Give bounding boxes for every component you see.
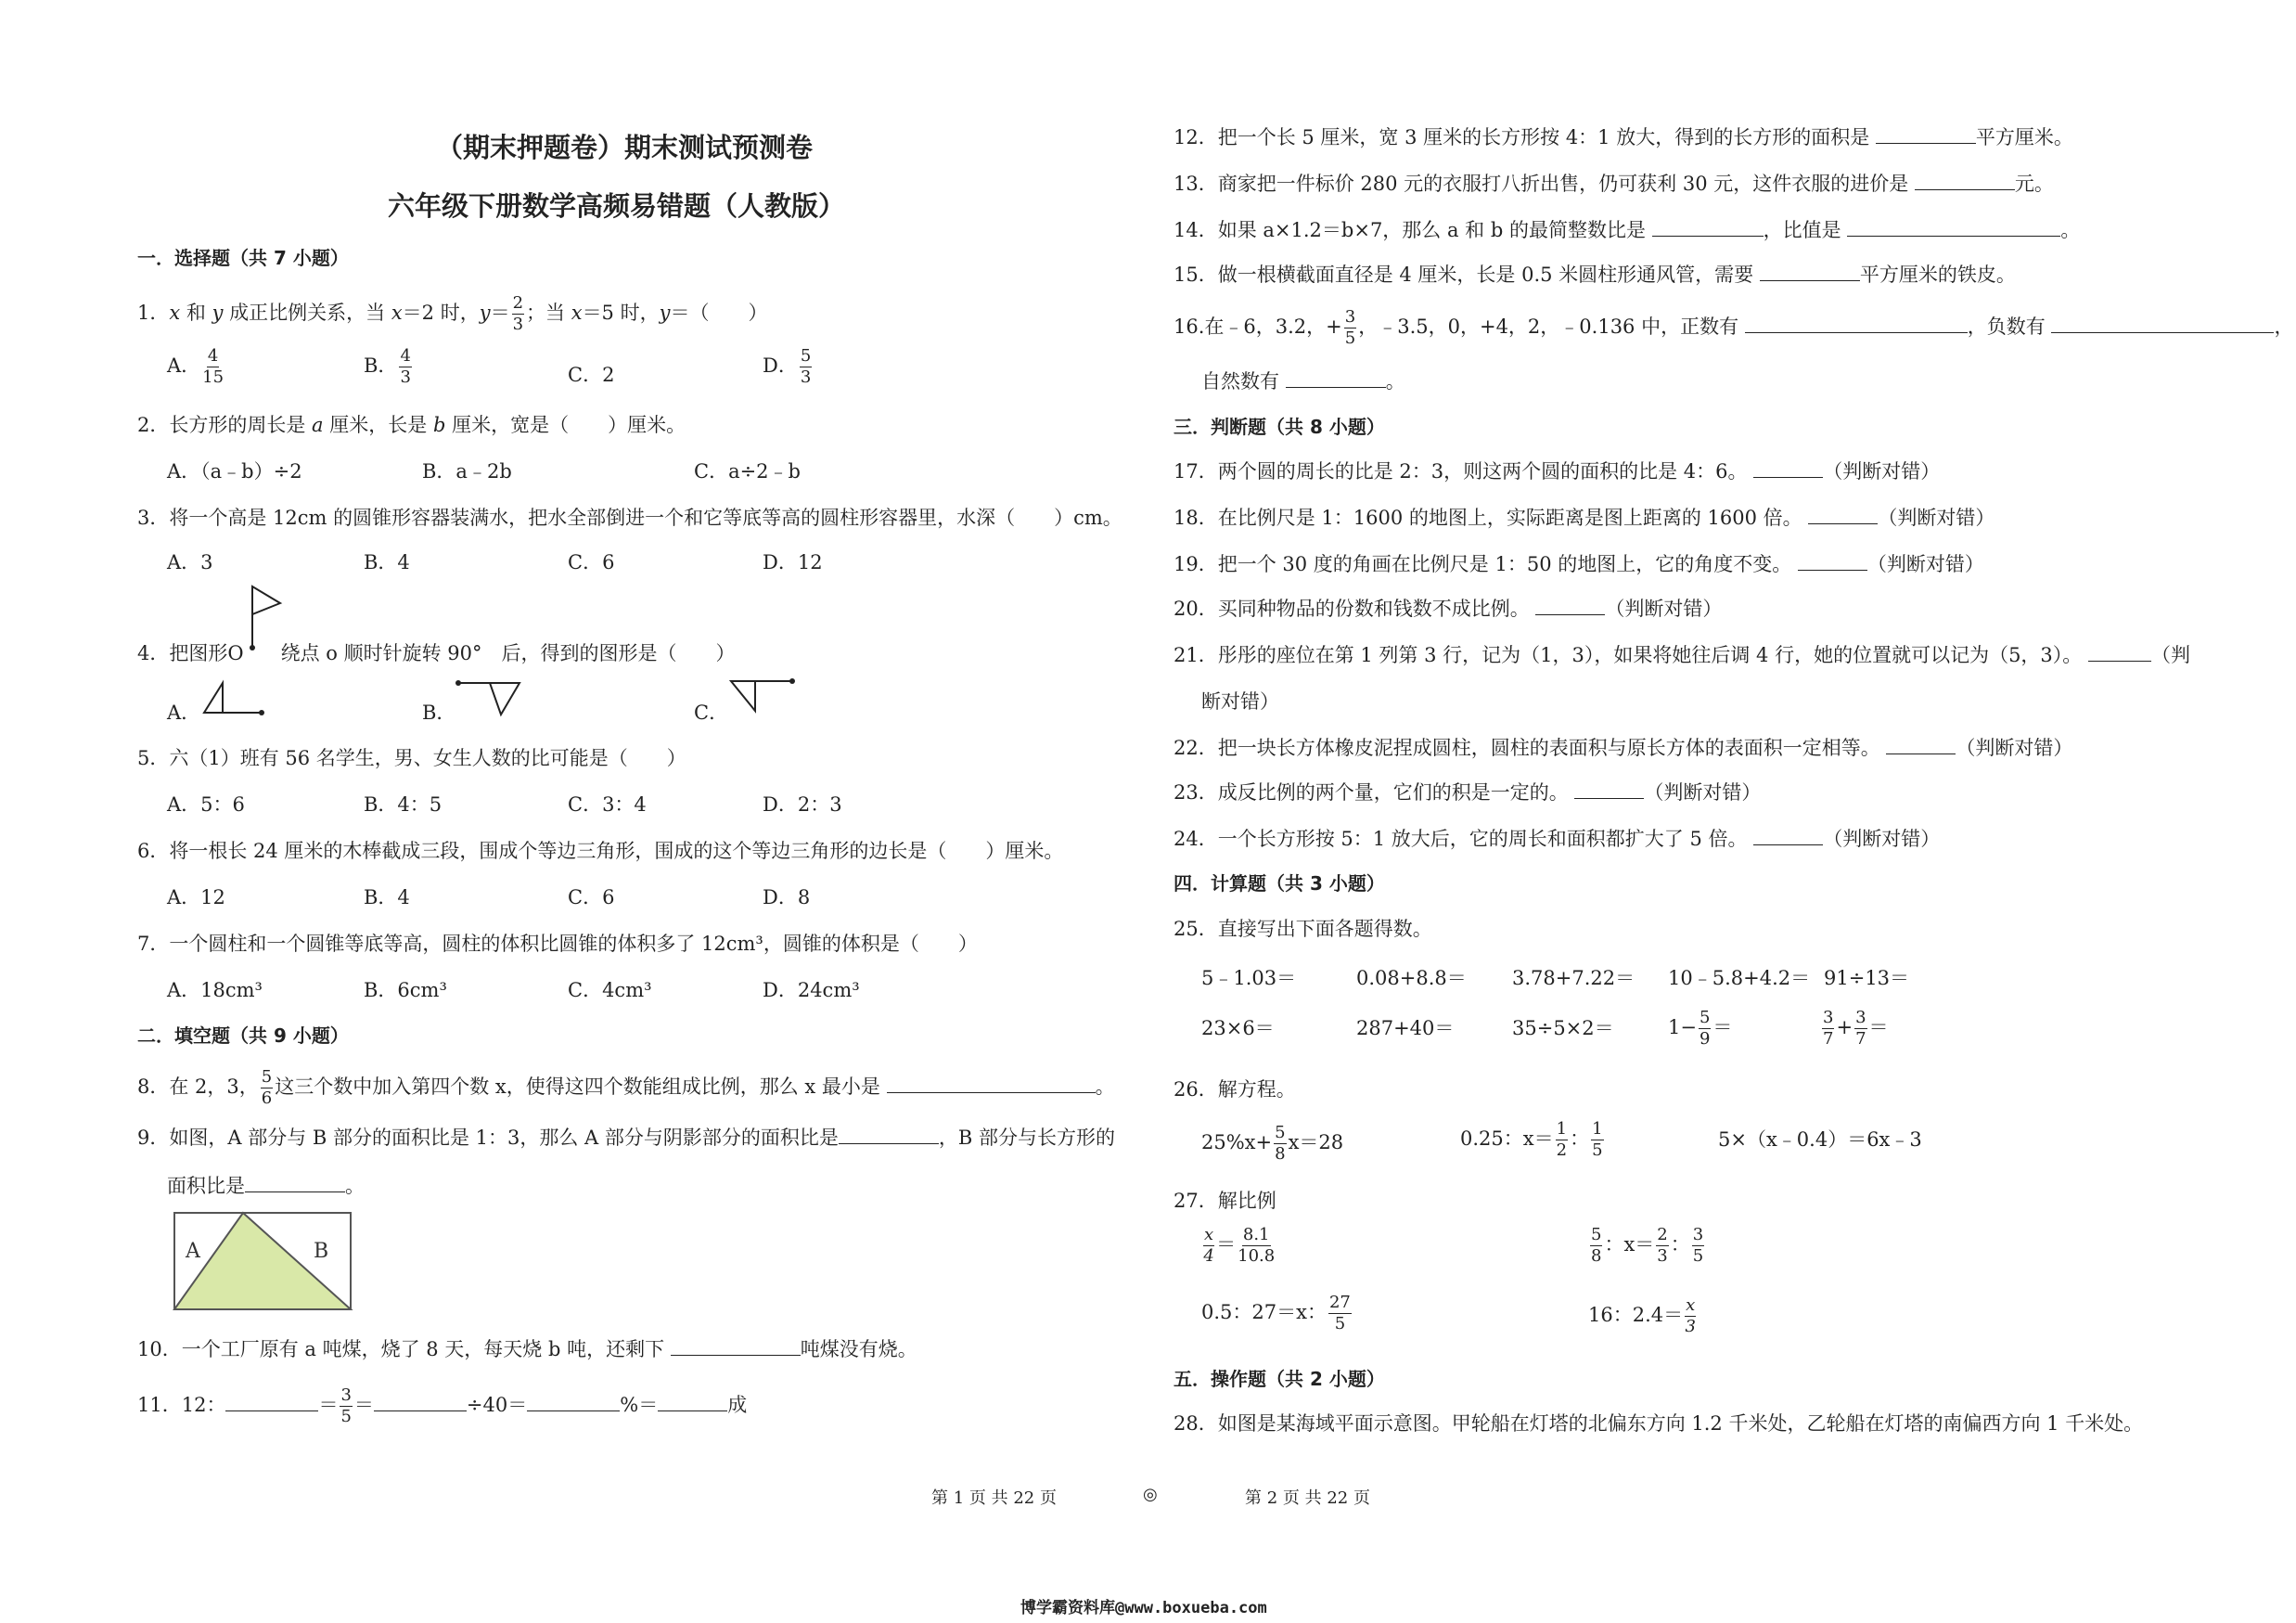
question-16-line-2 — [1201, 367, 1405, 394]
q16-text: ， — [2274, 316, 2294, 338]
expr-text: + — [1836, 1016, 1853, 1038]
q4-option-a: A． — [167, 702, 201, 724]
denominator: 5 — [1334, 1314, 1346, 1333]
q8-text: 8．在 2，3， — [137, 1076, 259, 1098]
question-15 — [1174, 260, 2016, 288]
fraction — [1238, 1227, 1275, 1265]
q26-equation-2 — [1460, 1121, 1606, 1159]
q9-answer-blank-1[interactable] — [839, 1127, 939, 1144]
expr-text: ：x＝ — [1604, 1233, 1655, 1256]
q9-text: 9．如图，A 部分与 B 部分的面积比是 1：3，那么 A 部分与阴影部分的面积比是 — [137, 1127, 839, 1149]
numerator: 27 — [1328, 1293, 1351, 1312]
fraction — [1854, 1010, 1866, 1048]
q11-fraction — [340, 1387, 352, 1425]
q23-answer-blank[interactable] — [1574, 781, 1644, 799]
q21-answer-blank[interactable] — [2088, 644, 2151, 662]
q2-option-b: B．a﹣2b — [422, 460, 512, 483]
option-label: A． — [167, 354, 201, 377]
denominator: 15 — [202, 367, 224, 387]
q9-text: 面积比是 — [167, 1175, 245, 1197]
q14-text: ，比值是 — [1763, 219, 1848, 241]
denominator: 5 — [340, 1407, 352, 1426]
q3-option-c: C．6 — [568, 551, 615, 573]
q4-option-b-figure — [453, 677, 527, 718]
section-heading-operation: 五．操作题（共 2 小题） — [1174, 1368, 1385, 1390]
section-heading-choice: 一．选择题（共 7 小题） — [137, 247, 349, 269]
question-21 — [1174, 640, 2190, 668]
denominator: 4 — [1203, 1246, 1214, 1266]
q11-answer-blank-1[interactable] — [225, 1394, 318, 1411]
denominator: 2 — [1556, 1140, 1568, 1160]
label-b: B — [314, 1240, 329, 1263]
question-17 — [1174, 457, 1940, 484]
numerator: 2 — [512, 293, 524, 313]
q2-var: b — [432, 414, 446, 436]
question-21-line-2: 断对错） — [1201, 690, 1279, 713]
denominator: 6 — [261, 1088, 273, 1108]
question-14 — [1174, 215, 2080, 243]
q11-answer-blank-3[interactable] — [527, 1394, 620, 1411]
fraction — [1328, 1295, 1352, 1333]
q14-answer-blank-2[interactable] — [1847, 219, 2060, 237]
question-19 — [1174, 549, 1984, 577]
q13-text: 元。 — [2014, 173, 2054, 195]
q2-text: 厘米，宽是（ ）厘米。 — [445, 414, 686, 436]
q7-option-c: C．4cm³ — [568, 979, 652, 1001]
option-fraction — [399, 348, 411, 386]
q8-text: 这三个数中加入第四个数 x，使得这四个数能组成比例，那么 x 最小是 — [275, 1076, 887, 1098]
numerator: 3 — [340, 1385, 352, 1405]
q19-tail: （判断对错） — [1866, 553, 1984, 575]
denominator: 9 — [1699, 1029, 1711, 1049]
title-line-2: 六年级下册数学高频易错题（人教版） — [388, 190, 846, 222]
numerator: 8.1 — [1242, 1225, 1270, 1244]
q2-option-a: A．（a﹣b）÷2 — [167, 460, 302, 483]
section-heading-fill: 二．填空题（共 9 小题） — [137, 1024, 349, 1047]
q24-answer-blank[interactable] — [1753, 828, 1823, 845]
q25-item: 287+40＝ — [1356, 1017, 1455, 1039]
question-8 — [137, 1069, 1115, 1107]
denominator: 8 — [1275, 1144, 1286, 1164]
q15-answer-blank[interactable] — [1760, 264, 1860, 281]
question-18 — [1174, 503, 1995, 531]
q19-text: 19．把一个 30 度的角画在比例尺是 1：50 的地图上，它的角度不变。 — [1174, 553, 1792, 575]
denominator: 8 — [1591, 1246, 1602, 1266]
q4-text: 绕点 o 顺时针旋转 90° 后，得到的图形是（ ） — [280, 642, 736, 664]
q24-tail: （判断对错） — [1823, 828, 1941, 850]
q6-option-d: D．8 — [763, 886, 811, 908]
q8-fraction — [261, 1069, 273, 1107]
option-label: D． — [763, 354, 798, 377]
expr-text: 1− — [1668, 1016, 1697, 1038]
q5-option-c: C．3：4 — [568, 793, 647, 816]
fraction — [1822, 1010, 1834, 1048]
q1-var: y — [659, 302, 671, 324]
expr-text: 0.5：27＝x： — [1201, 1301, 1327, 1323]
denominator: 10.8 — [1238, 1246, 1276, 1266]
q12-text: 平方厘米。 — [1975, 126, 2073, 148]
q11-text: 11．12： — [137, 1394, 226, 1416]
q4-option-c-figure — [725, 676, 800, 716]
numerator: 3 — [1823, 1008, 1834, 1027]
question-24 — [1174, 824, 1940, 852]
label-a: A — [186, 1240, 200, 1263]
fraction — [1591, 1121, 1603, 1159]
q20-tail: （判断对错） — [1605, 598, 1723, 620]
q6-option-b: B．4 — [364, 886, 410, 908]
q20-text: 20．买同种物品的份数和钱数不成比例。 — [1174, 598, 1530, 620]
numerator: 5 — [1275, 1123, 1286, 1142]
option-fraction — [202, 348, 224, 386]
q5-option-a: A．5：6 — [167, 793, 245, 816]
expr-text: 16：2.4＝ — [1588, 1304, 1684, 1326]
option-fraction — [800, 348, 812, 386]
point-o-label: O — [227, 642, 244, 664]
q17-answer-blank[interactable] — [1753, 460, 1823, 478]
q16-text: 16.在﹣6，3.2，+ — [1174, 316, 1342, 338]
q1-text: ；当 — [526, 302, 571, 324]
numerator: 3 — [1692, 1225, 1704, 1244]
question-28: 28．如图是某海域平面示意图。甲轮船在灯塔的北偏东方向 1.2 千米处，乙轮船在灯塔的南偏西方向 1 千米处。 — [1174, 1412, 2144, 1435]
q1-text: ＝2 时， — [402, 302, 480, 324]
expr-text: ： — [1670, 1233, 1690, 1256]
q17-tail: （判断对错） — [1823, 460, 1941, 483]
denominator: 7 — [1855, 1029, 1866, 1049]
q16-answer-blank-positive[interactable] — [1745, 316, 1968, 333]
question-2 — [137, 410, 686, 438]
q15-text: 15．做一根横截面直径是 4 厘米，长是 0.5 米圆柱形通风管，需要 — [1174, 264, 1760, 286]
question-25: 25．直接写出下面各题得数。 — [1174, 918, 1432, 940]
q3-option-d: D．12 — [763, 551, 823, 573]
q11-text: 成 — [727, 1394, 748, 1416]
denominator: 3 — [512, 315, 524, 334]
fraction — [1699, 1010, 1711, 1048]
q26-equation-1 — [1201, 1125, 1343, 1163]
q10-text: 10．一个工厂原有 a 吨煤，烧了 8 天，每天烧 b 吨，还剩下 — [137, 1338, 671, 1360]
q10-answer-blank[interactable] — [671, 1338, 801, 1356]
denominator: 7 — [1823, 1029, 1834, 1049]
expr-text: ＝ — [1868, 1016, 1889, 1038]
watermark: 博学霸资料库@www.boxueba.com — [1020, 1599, 1267, 1617]
numerator: 1 — [1592, 1119, 1603, 1139]
q14-answer-blank-1[interactable] — [1652, 219, 1764, 237]
q4-option-a-figure — [202, 677, 267, 718]
q13-text: 13．商家把一件标价 280 元的衣服打八折出售，仍可获利 30 元，这件衣服的进价是 — [1174, 173, 1915, 195]
q7-option-b: B．6cm³ — [364, 979, 447, 1001]
q22-text: 22．把一块长方体橡皮泥捏成圆柱，圆柱的表面积与原长方体的表面积一定相等。 — [1174, 737, 1880, 759]
q11-text: %＝ — [620, 1394, 659, 1416]
option-label: B． — [364, 354, 398, 377]
q1-text: 和 — [180, 302, 212, 324]
q16-answer-blank-natural[interactable] — [1286, 370, 1386, 388]
q25-item: 5﹣1.03＝ — [1201, 967, 1297, 989]
denominator: 3 — [400, 367, 411, 387]
q24-text: 24．一个长方形按 5：1 放大后，它的周长和面积都扩大了 5 倍。 — [1174, 828, 1748, 850]
page-number-2: 第 2 页 共 22 页 — [1245, 1488, 1370, 1508]
denominator: 3 — [800, 367, 812, 387]
question-22 — [1174, 733, 2072, 761]
q4-option-b: B． — [422, 702, 456, 724]
q25-item: 10﹣5.8+4.2＝ — [1668, 967, 1811, 989]
q19-answer-blank[interactable] — [1798, 553, 1867, 571]
q1-var: x — [169, 302, 181, 324]
q25-item: 0.08+8.8＝ — [1356, 967, 1467, 989]
q11-text: ÷40＝ — [466, 1394, 528, 1416]
numerator: x — [1686, 1295, 1696, 1315]
denominator: 5 — [1592, 1140, 1603, 1160]
q2-text: 2．长方形的周长是 — [137, 414, 313, 436]
q9-answer-blank-2[interactable] — [245, 1175, 345, 1192]
q1-option-b — [364, 348, 414, 386]
q2-text: 厘米，长是 — [323, 414, 433, 436]
numerator: 5 — [1699, 1008, 1711, 1027]
q4-option-c: C． — [694, 702, 729, 724]
q1-var: x — [571, 302, 583, 324]
numerator: 3 — [1344, 307, 1356, 327]
numerator: 1 — [1556, 1119, 1568, 1139]
question-11 — [137, 1387, 747, 1425]
numerator: 2 — [1657, 1225, 1668, 1244]
q9-rectangle-figure — [173, 1211, 354, 1313]
q2-option-c: C．a÷2﹣b — [694, 460, 801, 483]
q16-text: 自然数有 — [1201, 370, 1286, 393]
q9-text: 。 — [345, 1175, 365, 1197]
q5-option-d: D．2：3 — [763, 793, 842, 816]
fraction — [1556, 1121, 1568, 1159]
q25-item: 35÷5×2＝ — [1512, 1017, 1614, 1039]
question-27: 27．解比例 — [1174, 1190, 1276, 1212]
q5-option-b: B．4：5 — [364, 793, 443, 816]
fraction — [1656, 1227, 1668, 1265]
q12-answer-blank[interactable] — [1876, 126, 1976, 144]
question-3: 3．将一个高是 12cm 的圆锥形容器装满水，把水全部倒进一个和它等底等高的圆柱形容器里，水深（ ）cm。 — [137, 507, 1122, 529]
q11-answer-blank-4[interactable] — [658, 1394, 727, 1411]
q25-item-fraction-2 — [1820, 1010, 1889, 1048]
q22-tail: （判断对错） — [1956, 737, 2073, 759]
fraction — [1274, 1125, 1286, 1163]
q7-option-a: A．18cm³ — [167, 979, 263, 1001]
expr-text: 0.25：x＝ — [1460, 1127, 1554, 1150]
q16-text: ，﹣3.5，0，+4，2，﹣0.136 中，正数有 — [1358, 316, 1745, 338]
q7-option-d: D．24cm³ — [763, 979, 860, 1001]
q23-tail: （判断对错） — [1644, 781, 1762, 804]
q25-item: 23×6＝ — [1201, 1017, 1275, 1039]
numerator: 5 — [261, 1067, 273, 1087]
section-heading-judge: 三．判断题（共 8 小题） — [1174, 416, 1385, 438]
q11-answer-blank-2[interactable] — [374, 1394, 467, 1411]
q10-text: 吨煤没有烧。 — [800, 1338, 917, 1360]
q1-var: x — [391, 302, 403, 324]
q9-text: ，B 部分与长方形的 — [938, 1127, 1116, 1149]
expr-text: ＝ — [1712, 1016, 1733, 1038]
question-26: 26．解方程。 — [1174, 1078, 1296, 1101]
question-9 — [137, 1123, 1115, 1151]
title-line-1: （期末押题卷）期末测试预测卷 — [436, 132, 814, 163]
fraction — [1590, 1227, 1602, 1265]
q1-text: 成正比例关系，当 — [223, 302, 391, 324]
question-7: 7．一个圆柱和一个圆锥等底等高，圆柱的体积比圆锥的体积多了 12cm³，圆锥的体积是（ ） — [137, 933, 978, 955]
q14-text: 。 — [2060, 219, 2081, 241]
q16-answer-blank-negative[interactable] — [2051, 316, 2274, 333]
q27-proportion-1 — [1201, 1227, 1276, 1265]
q25-item: 91÷13＝ — [1824, 967, 1910, 989]
q3-option-b: B．4 — [364, 551, 410, 573]
q1-var: y — [212, 302, 224, 324]
question-9-line-2 — [167, 1171, 365, 1199]
q20-answer-blank[interactable] — [1535, 598, 1605, 615]
q6-option-c: C．6 — [568, 886, 615, 908]
q1-text: ＝ — [490, 302, 510, 324]
q1-number: 1． — [137, 302, 170, 324]
numerator: 4 — [400, 346, 411, 366]
numerator: 5 — [800, 346, 812, 366]
expr-text: 25%x+ — [1201, 1131, 1273, 1153]
q16-text: 。 — [1385, 370, 1405, 393]
q1-option-a — [167, 348, 225, 386]
q16-fraction — [1344, 309, 1356, 347]
q14-text: 14．如果 a×1.2＝b×7，那么 a 和 b 的最简整数比是 — [1174, 219, 1652, 241]
q8-text: 。 — [1095, 1076, 1115, 1098]
q1-option-c: C．2 — [568, 364, 615, 386]
fraction — [1203, 1227, 1214, 1265]
denominator: 3 — [1685, 1317, 1696, 1336]
q1-text: ＝（ ） — [670, 302, 768, 324]
q27-proportion-3 — [1201, 1295, 1353, 1333]
q1-option-d — [763, 348, 814, 386]
q27-proportion-4 — [1588, 1297, 1698, 1335]
q15-text: 平方厘米的铁皮。 — [1859, 264, 2016, 286]
q17-text: 17．两个圆的周长的比是 2：3，则这两个圆的面积的比是 4：6。 — [1174, 460, 1748, 483]
section-heading-calc: 四．计算题（共 3 小题） — [1174, 872, 1385, 895]
q12-text: 12．把一个长 5 厘米，宽 3 厘米的长方形按 4：1 放大，得到的长方形的面积是 — [1174, 126, 1876, 148]
q18-answer-blank[interactable] — [1808, 507, 1878, 524]
question-5: 5．六（1）班有 56 名学生，男、女生人数的比可能是（ ） — [137, 747, 686, 769]
q1-fraction — [512, 295, 524, 333]
question-23 — [1174, 778, 1761, 805]
numerator: 5 — [1591, 1225, 1602, 1244]
q4-text: 4．把图形 — [137, 642, 228, 664]
denominator: 5 — [1692, 1246, 1704, 1266]
expr-text: ： — [1570, 1127, 1590, 1150]
q1-text: ＝5 时， — [582, 302, 660, 324]
q18-text: 18．在比例尺是 1：1600 的地图上，实际距离是图上距离的 1600 倍。 — [1174, 507, 1802, 529]
question-20 — [1174, 594, 1722, 622]
q11-text: ＝ — [353, 1394, 374, 1416]
fraction — [1685, 1297, 1696, 1335]
question-4 — [137, 638, 735, 666]
expr-text: x＝28 — [1288, 1131, 1344, 1153]
q8-answer-blank[interactable] — [887, 1076, 1096, 1093]
page-divider-mark: ◎ — [1143, 1485, 1158, 1504]
question-13 — [1174, 169, 2054, 197]
question-16 — [1174, 309, 2293, 347]
fraction — [1692, 1227, 1704, 1265]
q13-answer-blank[interactable] — [1915, 173, 2015, 190]
q26-equation-3: 5×（x﹣0.4）＝6x﹣3 — [1718, 1128, 1922, 1151]
q25-item-fraction-1 — [1668, 1010, 1732, 1048]
question-1 — [137, 295, 767, 333]
numerator: x — [1204, 1225, 1214, 1244]
q11-text: ＝ — [318, 1394, 339, 1416]
q21-text: 21．彤彤的座位在第 1 列第 3 行，记为（1，3），如果将她往后调 4 行，她的位置就可以记为（5，3）。 — [1174, 644, 2083, 666]
q2-var: a — [312, 414, 324, 436]
q22-answer-blank[interactable] — [1886, 737, 1956, 754]
question-6: 6．将一根长 24 厘米的木棒截成三段，围成个等边三角形，围成的这个等边三角形的边长是（ ）厘米。 — [137, 840, 1064, 862]
question-12 — [1174, 122, 2073, 150]
denominator: 5 — [1344, 328, 1356, 348]
q18-tail: （判断对错） — [1878, 507, 1995, 529]
q6-option-a: A．12 — [167, 886, 225, 908]
q1-var: y — [479, 302, 491, 324]
page-number-1: 第 1 页 共 22 页 — [931, 1488, 1057, 1508]
denominator: 3 — [1657, 1246, 1668, 1266]
q16-text: ，负数有 — [1967, 316, 2052, 338]
q25-item: 3.78+7.22＝ — [1512, 967, 1635, 989]
q3-option-a: A．3 — [167, 551, 213, 573]
q21-tail: （判 — [2150, 644, 2190, 666]
q23-text: 23．成反比例的两个量，它们的积是一定的。 — [1174, 781, 1569, 804]
expr-text: ＝ — [1216, 1233, 1237, 1256]
question-10 — [137, 1334, 917, 1362]
numerator: 3 — [1855, 1008, 1866, 1027]
numerator: 4 — [207, 346, 219, 366]
q27-proportion-2 — [1588, 1227, 1706, 1265]
